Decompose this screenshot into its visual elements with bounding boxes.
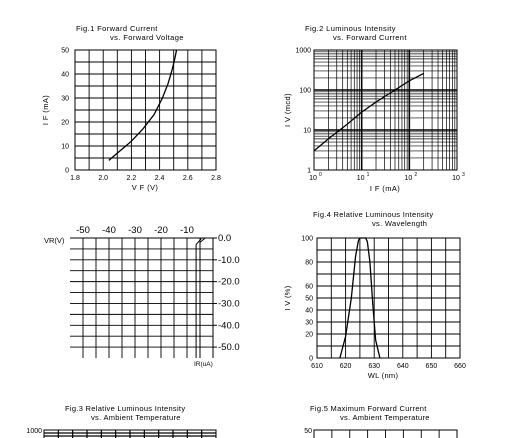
y-tick-label: 40 — [305, 307, 313, 315]
chart-fig4-ticks — [301, 236, 466, 371]
y-tick-label: 1000 — [295, 47, 311, 55]
chart-fig1-ylabel: I F (mA) — [41, 94, 50, 126]
y-tick-label: -10.0 — [218, 254, 240, 266]
chart-fig3-grid — [44, 430, 216, 438]
y-tick-label: 100 — [301, 235, 313, 243]
x-tick-label: 2.4 — [154, 175, 165, 182]
chart-reverse — [44, 225, 240, 368]
chart-fig2-subtitle: vs. Forward Current — [333, 33, 407, 42]
chart-fig1-grid — [75, 50, 216, 170]
y-tick-label: 50 — [61, 47, 69, 55]
y-tick-label: 20 — [305, 331, 313, 339]
x-tick-exponent: 0 — [319, 172, 322, 178]
y-tick-label: 0.0 — [218, 233, 232, 244]
chart-fig1-ticks — [61, 48, 221, 183]
x-tick-exponent: 3 — [462, 172, 465, 178]
chart-fig5-grid — [332, 430, 439, 438]
chart-fig3 — [26, 404, 216, 438]
chart-fig1-subtitle: vs. Forward Voltage — [110, 33, 184, 42]
y-tick-label: 100 — [299, 87, 311, 95]
y-tick-label: 60 — [305, 283, 313, 291]
y-tick-label: 1000 — [26, 428, 42, 435]
chart-fig4-grid — [317, 238, 460, 358]
x-tick-label: 2.6 — [182, 175, 193, 182]
y-tick-label: 20 — [61, 119, 69, 127]
x-tick-label: 2.0 — [98, 175, 109, 182]
chart-fig2-frame — [314, 50, 457, 170]
chart-fig5-ticks — [304, 428, 312, 435]
y-tick-label: 50 — [305, 295, 313, 303]
chart-fig2-xlabel: I F (mA) — [369, 184, 401, 193]
x-tick-label: 630 — [368, 363, 381, 370]
chart-fig2-ylabel: I V (mcd) — [283, 92, 292, 128]
chart-fig4 — [283, 210, 466, 380]
y-tick-label: 10 — [61, 143, 69, 151]
chart-fig5-title: Fig.5 Maximum Forward Current — [310, 404, 427, 413]
y-tick-label: 80 — [305, 259, 313, 267]
chart-fig1-title: Fig.1 Forward Current — [76, 24, 158, 33]
x-tick-label: 2.2 — [126, 175, 137, 182]
chart-reverse-grid — [70, 238, 213, 358]
chart-fig5 — [304, 404, 457, 438]
chart-fig3-title: Fig.3 Relative Luminous Intensity — [65, 404, 186, 413]
chart-fig4-subtitle: vs. Wavelength — [372, 219, 428, 228]
x-tick-label: -40 — [102, 225, 116, 236]
y-tick-label: 0 — [65, 167, 69, 175]
x-tick-exponent: 2 — [414, 172, 418, 178]
x-tick-label: 650 — [425, 363, 438, 370]
x-tick-label: 10 — [309, 175, 317, 182]
y-tick-label: 1 — [307, 167, 311, 175]
x-tick-label: 620 — [339, 363, 352, 370]
y-tick-label: 40 — [61, 71, 69, 79]
x-tick-label: 610 — [311, 363, 323, 370]
chart-fig2-title: Fig.2 Luminous Intensity — [305, 24, 396, 33]
chart-fig2 — [283, 24, 465, 193]
y-tick-label: -50.0 — [218, 342, 240, 354]
chart-fig4-ylabel: I V (%) — [283, 285, 292, 311]
chart-fig1-xlabel: V F (V) — [131, 183, 159, 192]
x-tick-label: 10 — [452, 175, 460, 182]
y-tick-label: -30.0 — [218, 298, 240, 310]
y-tick-label: 0 — [309, 355, 313, 363]
y-tick-label: 30 — [305, 319, 313, 327]
y-tick-label: -40.0 — [218, 320, 240, 332]
x-tick-label: 10 — [356, 175, 365, 182]
x-tick-exponent: 1 — [366, 172, 370, 178]
y-tick-label: 30 — [61, 95, 69, 103]
x-tick-label: 1.8 — [70, 175, 80, 182]
chart-reverse-ylabel: IR(uA) — [194, 361, 213, 368]
y-tick-label: -20.0 — [218, 276, 240, 288]
chart-reverse-series — [196, 238, 213, 358]
chart-reverse-xlabel: VR(V) — [44, 236, 65, 245]
chart-reverse-ticks — [76, 225, 240, 353]
chart-fig2-ticks — [295, 48, 465, 183]
series-line — [200, 238, 213, 358]
x-tick-label: 640 — [396, 363, 409, 370]
chart-fig1 — [41, 24, 221, 192]
x-tick-label: -30 — [128, 225, 142, 236]
chart-fig2-grid — [314, 50, 457, 170]
series-line — [109, 50, 177, 160]
chart-fig1-series — [109, 50, 177, 160]
y-tick-label: 50 — [304, 428, 312, 435]
chart-fig3-ticks — [26, 428, 42, 435]
y-tick-label: 10 — [303, 127, 311, 135]
x-tick-label: -50 — [76, 225, 90, 236]
x-tick-label: 660 — [454, 363, 466, 370]
chart-fig3-subtitle: vs. Ambient Temperature — [91, 413, 181, 422]
chart-fig4-title: Fig.4 Relative Luminous Intensity — [313, 210, 434, 219]
x-tick-label: 2.8 — [211, 175, 221, 182]
series-line — [196, 239, 201, 358]
x-tick-label: -20 — [154, 225, 168, 236]
chart-fig4-xlabel: WL (nm) — [367, 371, 399, 380]
x-tick-label: -10 — [180, 225, 194, 236]
chart-fig5-subtitle: vs. Ambient Temperature — [340, 413, 430, 422]
x-tick-label: 10 — [404, 175, 413, 182]
